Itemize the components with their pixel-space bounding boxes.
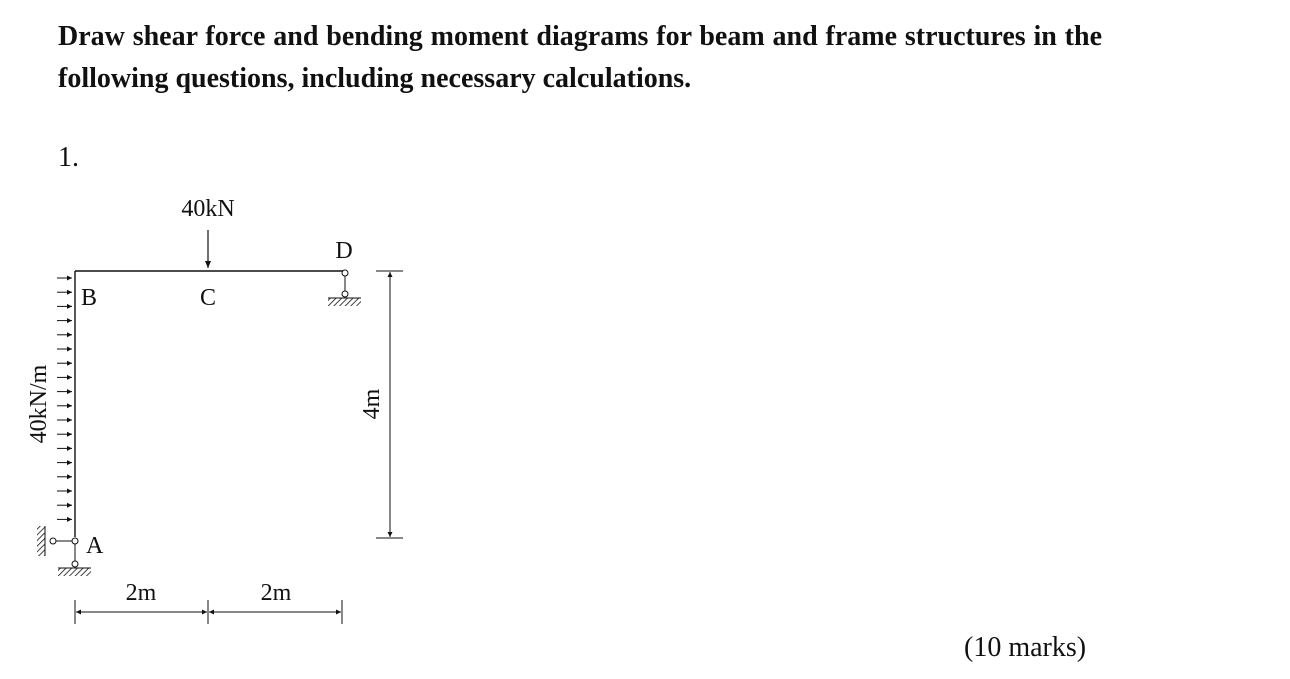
dim-left-label: 2m bbox=[125, 580, 157, 606]
distributed-load-arrows bbox=[57, 278, 72, 519]
node-c-label: C bbox=[199, 285, 217, 311]
node-b-label: B bbox=[81, 285, 98, 311]
point-load-label: 40kN bbox=[181, 196, 235, 222]
node-a-label: A bbox=[86, 533, 104, 559]
dim-right-label: 2m bbox=[260, 580, 292, 606]
support-a-horizontal bbox=[37, 526, 72, 556]
dim-height-label: 4m bbox=[359, 388, 385, 420]
node-d-label: D bbox=[335, 238, 353, 264]
marks-label: (10 marks) bbox=[964, 632, 1087, 663]
question-number: 1. bbox=[58, 142, 79, 173]
instruction-text: Draw shear force and bending moment diagrams for beam and frame structures in the following questions, including necessary calculations. bbox=[58, 21, 1102, 94]
dimension-lines bbox=[75, 271, 403, 624]
distributed-load-label: 40kN/m bbox=[26, 364, 52, 444]
support-d bbox=[328, 270, 361, 306]
